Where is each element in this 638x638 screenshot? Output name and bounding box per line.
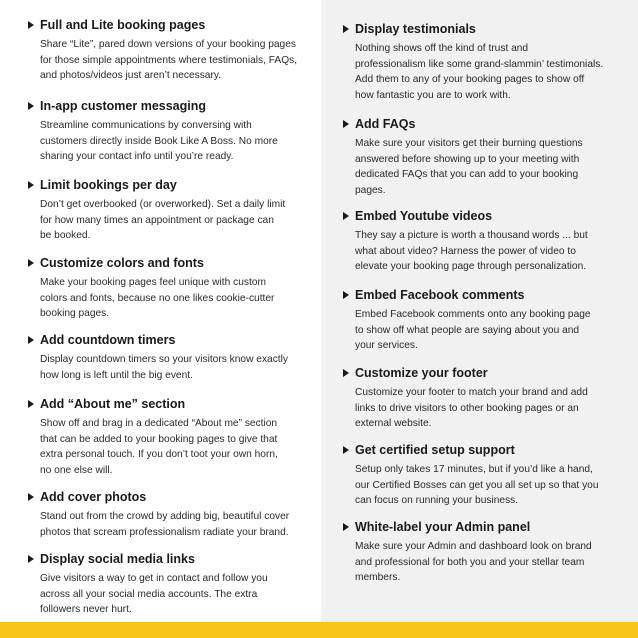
description-line: how fantastic you are to work with. [355, 89, 511, 101]
description-line: colors and fonts, because no one likes cookie-cutter [40, 292, 275, 304]
bullet-arrow-icon [28, 493, 34, 501]
feature-title: Add cover photos [40, 490, 147, 504]
description-line: to show off what people are saying about you and [355, 324, 580, 336]
description-line: what about video? Harness the power of video to [355, 245, 576, 257]
description-line: and professional for both you and your stellar team [355, 556, 585, 568]
description-line: across all your social media accounts. The extra [40, 588, 258, 600]
feature-title: Customize your footer [355, 366, 488, 380]
description-line: pages. [355, 184, 386, 196]
description-line: Add them to any of your booking pages to show off [355, 74, 585, 86]
description-line: dedicated FAQs that you can add to your booking [355, 169, 579, 181]
feature-description [355, 462, 627, 509]
description-line: elevate your booking page through personalization. [355, 261, 587, 273]
description-line: Nothing shows off the kind of trust and [355, 43, 529, 54]
description-line: followers never hurt. [40, 604, 132, 616]
bullet-arrow-icon [343, 523, 349, 531]
description-line: Setup only takes 17 minutes, but if you’d like a hand, [355, 464, 593, 475]
feature-title: Add FAQs [355, 117, 416, 131]
bullet-arrow-icon [28, 259, 34, 267]
feature-title: Customize colors and fonts [40, 256, 204, 270]
bullet-arrow-icon [28, 555, 34, 563]
description-line: photos that scream professionalism radiate your brand. [40, 526, 289, 538]
description-line: Customize your footer to match your brand and add [355, 387, 588, 398]
bullet-arrow-icon [343, 25, 349, 33]
feature-title: Display testimonials [355, 22, 476, 36]
feature-description [40, 416, 318, 478]
description-line: and photos/videos just aren’t necessary. [40, 70, 222, 82]
description-line: customers directly inside Book Like A Boss. No more [40, 135, 278, 147]
description-line: external website. [355, 418, 432, 430]
right-column [321, 0, 638, 622]
description-line: Stand out from the crowd by adding big, beautiful cover [40, 511, 290, 522]
description-line: that can be added to your booking pages to give that [40, 433, 278, 445]
feature-title: Get certified setup support [355, 443, 515, 457]
description-line: answered before showing up to your meeting with [355, 153, 580, 165]
feature-title: Limit bookings per day [40, 178, 177, 192]
bullet-arrow-icon [343, 446, 349, 454]
feature-description [355, 385, 627, 432]
feature-description [40, 118, 318, 165]
feature-description [355, 41, 627, 103]
bullet-arrow-icon [28, 21, 34, 29]
description-line: Make your booking pages feel unique with custom [40, 277, 266, 288]
bullet-arrow-icon [343, 212, 349, 220]
bullet-arrow-icon [28, 102, 34, 110]
feature-title: Add countdown timers [40, 333, 176, 347]
feature-description [355, 307, 627, 354]
description-line: Show off and brag in a dedicated “About me” section [40, 418, 278, 429]
bullet-arrow-icon [343, 369, 349, 377]
description-line: Display countdown timers so your visitors know exactly [40, 354, 288, 365]
description-line: our Certified Bosses can get you all set up so that you [355, 479, 599, 491]
description-line: Give visitors a way to get in contact and follow you [40, 573, 268, 584]
description-line: Make sure your Admin and dashboard look on brand [355, 541, 592, 552]
description-line: links to drive visitors to other booking pages or an [355, 402, 579, 414]
description-line: can focus on running your business. [355, 495, 519, 507]
feature-description [40, 37, 318, 84]
description-line: Make sure your visitors get their burning questions [355, 138, 583, 149]
feature-title: Full and Lite booking pages [40, 18, 206, 32]
description-line: how long is left until the big event. [40, 369, 193, 381]
description-line: members. [355, 572, 401, 584]
bullet-arrow-icon [28, 181, 34, 189]
feature-title: Add “About me” section [40, 397, 186, 411]
feature-title: Embed Youtube videos [355, 209, 493, 223]
bullet-arrow-icon [343, 291, 349, 299]
feature-title: Embed Facebook comments [355, 288, 525, 302]
accent-footer-bar [0, 622, 638, 638]
bullet-arrow-icon [343, 120, 349, 128]
feature-description [355, 136, 627, 198]
description-line: for how many times an appointment or package can [40, 214, 274, 226]
feature-description [40, 352, 318, 383]
description-line: They say a picture is worth a thousand words ... but [355, 230, 588, 241]
feature-description [40, 509, 318, 540]
bullet-arrow-icon [28, 400, 34, 408]
description-line: booking pages. [40, 308, 110, 320]
description-line: for those simple appointments where testimonials, FAQs, [40, 54, 298, 66]
bullet-arrow-icon [28, 336, 34, 344]
feature-description [40, 197, 318, 244]
description-line: your services. [355, 340, 418, 352]
feature-title: In-app customer messaging [40, 99, 207, 113]
feature-description [355, 539, 627, 586]
feature-title: Display social media links [40, 552, 195, 566]
description-line: no one else will. [40, 464, 113, 476]
description-line: Streamline communications by conversing with [40, 120, 252, 131]
feature-description [40, 275, 318, 322]
left-column [0, 0, 321, 622]
description-line: Share “Lite”, pared down versions of your booking pages [40, 39, 296, 50]
description-line: professionalism like some grand-slammin’ testimonials. [355, 58, 604, 70]
description-line: Don’t get overbooked (or overworked). Set a daily limit [40, 199, 286, 210]
description-line: extra personal touch. If you don’t toot your own horn, [40, 449, 278, 461]
feature-description [355, 228, 627, 275]
feature-title: White-label your Admin panel [355, 520, 531, 534]
description-line: Embed Facebook comments onto any booking page [355, 309, 591, 320]
description-line: sharing your contact info until you’re ready. [40, 151, 234, 163]
feature-description [40, 571, 318, 618]
description-line: be booked. [40, 230, 91, 242]
